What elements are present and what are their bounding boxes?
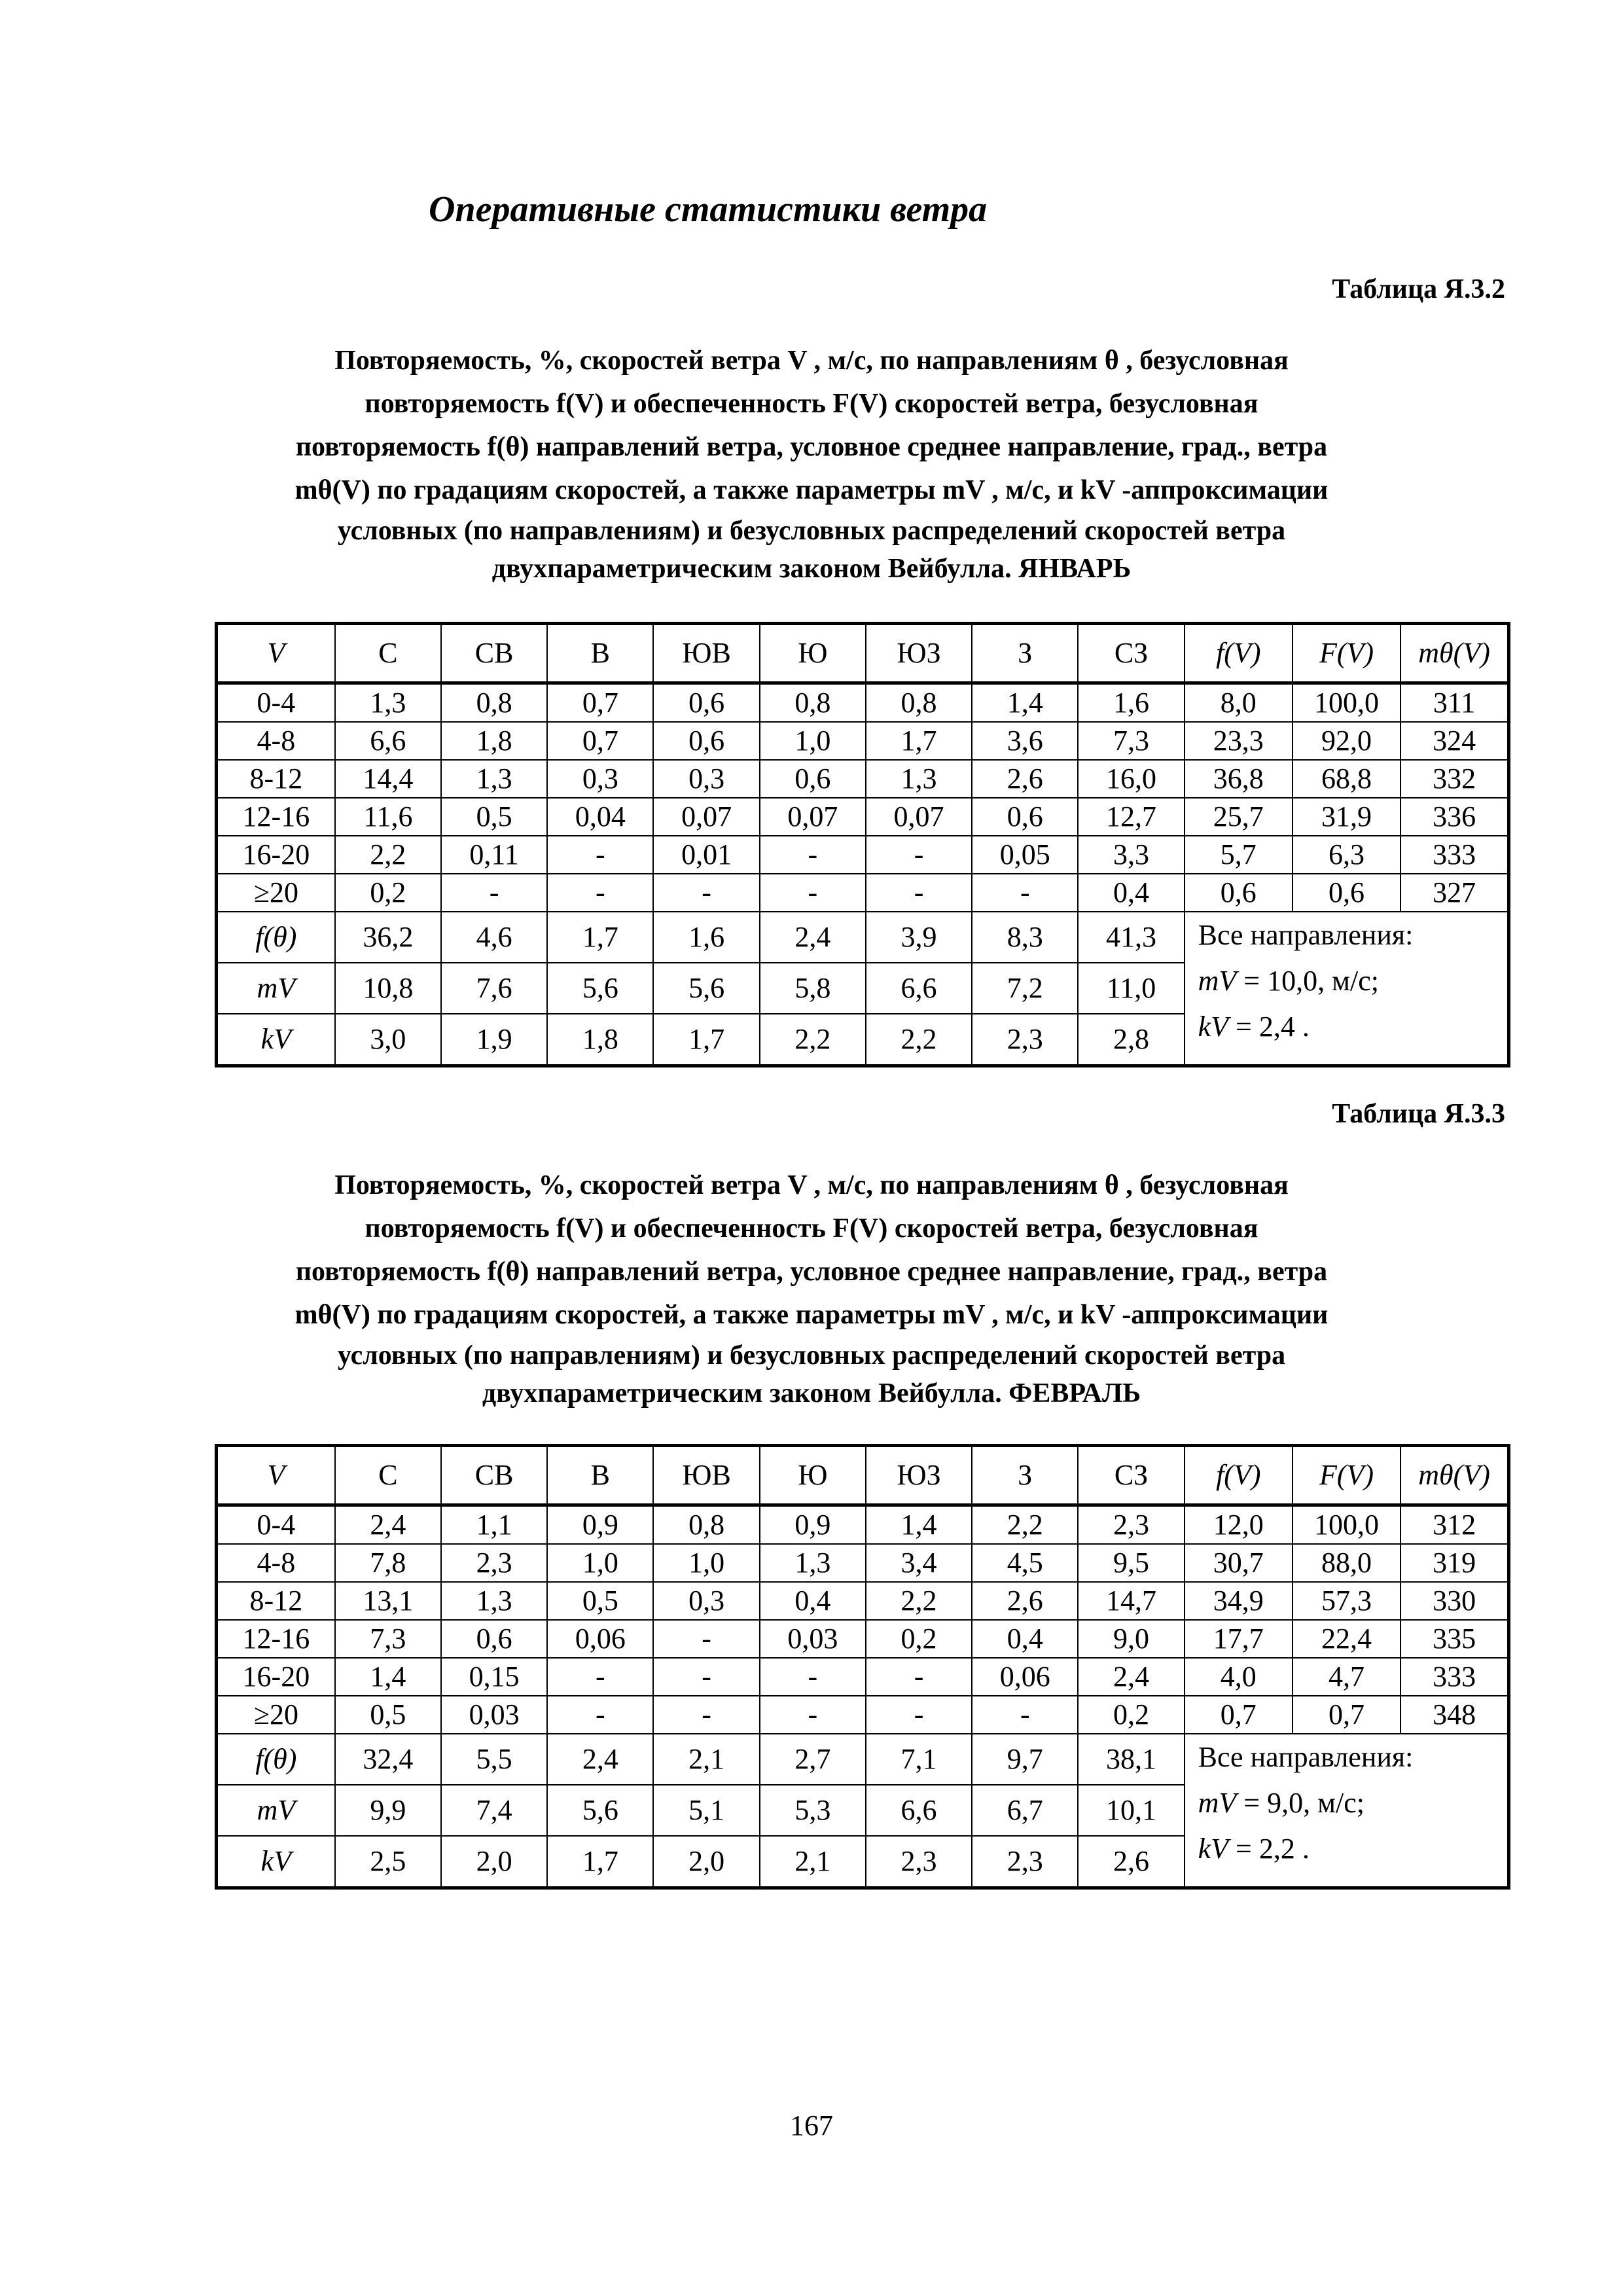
header-direction: ЮВ (653, 624, 759, 683)
table-cell: - (866, 1658, 972, 1696)
table-row (217, 836, 1509, 874)
table-caption-1 (196, 339, 1427, 588)
table-cell: 2,6 (1078, 1836, 1184, 1888)
table-cell: 1,3 (441, 1582, 547, 1620)
table-cell: 41,3 (1078, 912, 1184, 963)
table-cell: 2,0 (441, 1836, 547, 1888)
table-cell: 0,01 (653, 836, 759, 874)
table-cell: 6,6 (866, 1785, 972, 1836)
table-cell: 0,3 (653, 1582, 759, 1620)
table-cell: - (972, 874, 1078, 912)
table-cell: 10,1 (1078, 1785, 1184, 1836)
table-cell: 3,3 (1078, 836, 1184, 874)
table-cell: - (547, 1696, 653, 1734)
m-theta-cell: 324 (1400, 722, 1508, 760)
table-cell: 38,1 (1078, 1734, 1184, 1785)
speed-gradation: 0-4 (217, 683, 335, 723)
table-cell: 2,4 (1078, 1658, 1184, 1696)
header-speed: V (217, 624, 335, 683)
table-row (217, 1505, 1509, 1545)
header-fv: f(V) (1185, 624, 1293, 683)
table-cell: 0,9 (760, 1505, 866, 1545)
param-label: mV (217, 1785, 335, 1836)
table-cell: 2,7 (760, 1734, 866, 1785)
table-cell: 0,2 (1078, 1696, 1184, 1734)
table-caption-2 (196, 1164, 1427, 1412)
overall-m-v-unit: , м/с; (1317, 965, 1379, 997)
table-cell: 0,8 (653, 1505, 759, 1545)
table-row (217, 1620, 1509, 1658)
m-theta-cell: 333 (1400, 1658, 1508, 1696)
table-label-1: Таблица Я.3.2 (1332, 274, 1505, 304)
section-title: Оперативные статистики ветра (429, 189, 988, 230)
caption-line: условных (по направлениям) и безусловных распределений скоростей ветра (337, 516, 1286, 546)
table-cell: 14,4 (335, 760, 441, 798)
table-cell: 2,3 (866, 1836, 972, 1888)
equals-sign: = (1236, 965, 1268, 997)
table-cell: 0,4 (972, 1620, 1078, 1658)
table-cell: 7,4 (441, 1785, 547, 1836)
header-direction: С (335, 624, 441, 683)
param-label: f(θ) (217, 912, 335, 963)
m-theta-cell: 332 (1400, 760, 1508, 798)
table-cell: 0,8 (441, 683, 547, 723)
table-cell: 2,3 (1078, 1505, 1184, 1545)
table-cell: 1,6 (653, 912, 759, 963)
table-cell: 1,3 (760, 1544, 866, 1582)
speed-gradation: 8-12 (217, 760, 335, 798)
table-cell: 9,5 (1078, 1544, 1184, 1582)
table-cell: 1,7 (547, 912, 653, 963)
table-cell: 1,8 (441, 722, 547, 760)
caption-line: mθ(V) по градациям скоростей, а также параметры mV , м/с, и kV -аппроксимации (294, 475, 1329, 505)
table-cell: 9,0 (1078, 1620, 1184, 1658)
header-direction: З (972, 1446, 1078, 1505)
overall-m-v-label: mV (1198, 1787, 1237, 1819)
header-speed: V (217, 1446, 335, 1505)
table-cell: 1,1 (441, 1505, 547, 1545)
table-cell: 7,8 (335, 1544, 441, 1582)
overall-m-v-label: mV (1198, 965, 1237, 997)
Fv-cell: 100,0 (1293, 683, 1400, 723)
Fv-cell: 0,6 (1293, 874, 1400, 912)
caption-line: повторяемость f(θ) направлений ветра, условное среднее направление, град., ветра (295, 432, 1328, 462)
table-cell: 1,6 (1078, 683, 1184, 723)
speed-gradation: 16-20 (217, 836, 335, 874)
table-cell: 2,4 (335, 1505, 441, 1545)
table-cell: 2,4 (547, 1734, 653, 1785)
caption-line: двухпараметрическим законом Вейбулла. ФЕВРАЛЬ (482, 1378, 1141, 1408)
table-cell: 0,8 (866, 683, 972, 723)
table-cell: 2,3 (441, 1544, 547, 1582)
table-cell: 2,1 (653, 1734, 759, 1785)
speed-gradation: 8-12 (217, 1582, 335, 1620)
fv-cell: 30,7 (1185, 1544, 1293, 1582)
speed-gradation: 0-4 (217, 1505, 335, 1545)
Fv-cell: 92,0 (1293, 722, 1400, 760)
table-cell: - (972, 1696, 1078, 1734)
overall-k-v-end: . (1302, 1833, 1310, 1865)
table-cell: 1,0 (760, 722, 866, 760)
header-direction: СВ (441, 1446, 547, 1505)
table-cell: 0,6 (972, 798, 1078, 836)
fv-cell: 25,7 (1185, 798, 1293, 836)
table-cell: - (547, 836, 653, 874)
caption-line: повторяемость f(V) и обеспеченность F(V) скоростей ветра, безусловная (365, 389, 1258, 419)
table-cell: - (653, 1620, 759, 1658)
table-cell: 2,2 (972, 1505, 1078, 1545)
overall-k-v-end: . (1302, 1011, 1310, 1043)
table-cell: 2,2 (760, 1014, 866, 1066)
table-header-row (217, 624, 1509, 683)
overall-k-v-value: 2,2 (1258, 1833, 1295, 1865)
table-cell: 3,0 (335, 1014, 441, 1066)
overall-m-v-value: 10,0 (1267, 965, 1318, 997)
table-cell: 0,6 (760, 760, 866, 798)
table-cell: 0,07 (866, 798, 972, 836)
table-cell: 5,5 (441, 1734, 547, 1785)
overall-k-v-label: kV (1198, 1833, 1229, 1865)
table-cell: 7,6 (441, 963, 547, 1014)
table-cell: - (760, 874, 866, 912)
table-row (217, 1696, 1509, 1734)
table-cell: 0,07 (653, 798, 759, 836)
param-label: mV (217, 963, 335, 1014)
table-cell: 1,3 (335, 683, 441, 723)
fv-cell: 23,3 (1185, 722, 1293, 760)
table-cell: 0,5 (547, 1582, 653, 1620)
speed-gradation: 4-8 (217, 1544, 335, 1582)
table-cell: 1,0 (547, 1544, 653, 1582)
table-cell: 2,6 (972, 1582, 1078, 1620)
header-Fv: F(V) (1293, 1446, 1400, 1505)
page-number: 167 (790, 2109, 833, 2142)
table-cell: 8,3 (972, 912, 1078, 963)
table-cell: 6,6 (335, 722, 441, 760)
table-cell: 1,4 (972, 683, 1078, 723)
table-cell: - (547, 1658, 653, 1696)
fv-cell: 5,7 (1185, 836, 1293, 874)
header-direction: В (547, 624, 653, 683)
wind-table-january (215, 622, 1510, 1067)
f-theta-row (217, 912, 1509, 963)
equals-sign: = (1236, 1787, 1268, 1819)
table-cell: 7,2 (972, 963, 1078, 1014)
overall-m-v-unit: , м/с; (1303, 1787, 1364, 1819)
table-cell: 0,06 (547, 1620, 653, 1658)
overall-m-v (1198, 1780, 1507, 1826)
table-row (217, 1544, 1509, 1582)
all-directions-note (1185, 1734, 1509, 1888)
equals-sign: = (1228, 1833, 1259, 1865)
fv-cell: 0,7 (1185, 1696, 1293, 1734)
speed-gradation: ≥20 (217, 874, 335, 912)
table-row (217, 683, 1509, 723)
header-direction: Ю (760, 1446, 866, 1505)
table-header-row (217, 1446, 1509, 1505)
header-direction: С (335, 1446, 441, 1505)
m-theta-cell: 336 (1400, 798, 1508, 836)
Fv-cell: 0,7 (1293, 1696, 1400, 1734)
caption-line: двухпараметрическим законом Вейбулла. ЯНВАРЬ (491, 554, 1132, 584)
fv-cell: 0,6 (1185, 874, 1293, 912)
table-cell: 12,7 (1078, 798, 1184, 836)
param-label: kV (217, 1836, 335, 1888)
table-cell: 5,6 (653, 963, 759, 1014)
table-row (217, 760, 1509, 798)
m-theta-cell: 333 (1400, 836, 1508, 874)
table-row (217, 722, 1509, 760)
table-cell: 7,1 (866, 1734, 972, 1785)
overall-m-v (1198, 958, 1507, 1004)
speed-gradation: 16-20 (217, 1658, 335, 1696)
header-fv: f(V) (1185, 1446, 1293, 1505)
table-cell: 2,1 (760, 1836, 866, 1888)
table-cell: - (866, 1696, 972, 1734)
table-cell: 36,2 (335, 912, 441, 963)
header-direction: З (972, 624, 1078, 683)
table-cell: 10,8 (335, 963, 441, 1014)
table-cell: 2,3 (972, 1836, 1078, 1888)
table-cell: 1,4 (866, 1505, 972, 1545)
table-cell: - (653, 874, 759, 912)
Fv-cell: 88,0 (1293, 1544, 1400, 1582)
overall-k-v (1198, 1004, 1507, 1050)
overall-m-v-value: 9,0 (1267, 1787, 1304, 1819)
m-theta-cell: 348 (1400, 1696, 1508, 1734)
overall-k-v-value: 2,4 (1258, 1011, 1295, 1043)
Fv-cell: 68,8 (1293, 760, 1400, 798)
table-cell: 5,6 (547, 963, 653, 1014)
table-cell: 7,3 (1078, 722, 1184, 760)
table-cell: 2,2 (866, 1014, 972, 1066)
table-cell: 1,9 (441, 1014, 547, 1066)
table-cell: 0,15 (441, 1658, 547, 1696)
table-cell: 1,4 (335, 1658, 441, 1696)
fv-cell: 12,0 (1185, 1505, 1293, 1545)
fv-cell: 36,8 (1185, 760, 1293, 798)
m-theta-cell: 327 (1400, 874, 1508, 912)
Fv-cell: 57,3 (1293, 1582, 1400, 1620)
table-cell: 0,6 (441, 1620, 547, 1658)
table-cell: - (760, 1696, 866, 1734)
caption-line: условных (по направлениям) и безусловных распределений скоростей ветра (337, 1340, 1286, 1371)
table-cell: 0,07 (760, 798, 866, 836)
table-cell: 14,7 (1078, 1582, 1184, 1620)
table-cell: 4,6 (441, 912, 547, 963)
table-cell: - (653, 1696, 759, 1734)
overall-k-v (1198, 1826, 1507, 1872)
param-label: f(θ) (217, 1734, 335, 1785)
table-cell: 3,4 (866, 1544, 972, 1582)
table-cell: 5,3 (760, 1785, 866, 1836)
table-cell: 7,3 (335, 1620, 441, 1658)
Fv-cell: 4,7 (1293, 1658, 1400, 1696)
header-direction: Ю (760, 624, 866, 683)
table-cell: 1,3 (866, 760, 972, 798)
header-direction: В (547, 1446, 653, 1505)
caption-line: mθ(V) по градациям скоростей, а также параметры mV , м/с, и kV -аппроксимации (294, 1300, 1329, 1330)
table-cell: 0,2 (335, 874, 441, 912)
table-cell: 5,8 (760, 963, 866, 1014)
table-label-2: Таблица Я.3.3 (1332, 1099, 1505, 1129)
table-cell: - (866, 874, 972, 912)
table-cell: 0,3 (653, 760, 759, 798)
table-cell: 9,7 (972, 1734, 1078, 1785)
header-Fv: F(V) (1293, 624, 1400, 683)
header-m-theta: mθ(V) (1400, 624, 1508, 683)
table-cell: 0,3 (547, 760, 653, 798)
table-cell: 9,9 (335, 1785, 441, 1836)
caption-line: Повторяемость, %, скоростей ветра V , м/с, по направлениям θ , безусловная (334, 1170, 1289, 1200)
header-direction: ЮЗ (866, 624, 972, 683)
table-row (217, 1582, 1509, 1620)
table-row (217, 798, 1509, 836)
table-row (217, 874, 1509, 912)
Fv-cell: 100,0 (1293, 1505, 1400, 1545)
fv-cell: 4,0 (1185, 1658, 1293, 1696)
table-cell: 2,6 (972, 760, 1078, 798)
table-cell: 1,3 (441, 760, 547, 798)
table-cell: 0,7 (547, 683, 653, 723)
fv-cell: 34,9 (1185, 1582, 1293, 1620)
header-m-theta: mθ(V) (1400, 1446, 1508, 1505)
table-cell: 32,4 (335, 1734, 441, 1785)
table-cell: 3,9 (866, 912, 972, 963)
table-cell: 13,1 (335, 1582, 441, 1620)
table-cell: 16,0 (1078, 760, 1184, 798)
table-cell: - (441, 874, 547, 912)
table-cell: 11,0 (1078, 963, 1184, 1014)
f-theta-row (217, 1734, 1509, 1785)
all-directions-note (1185, 912, 1509, 1066)
table-cell: 4,5 (972, 1544, 1078, 1582)
fv-cell: 8,0 (1185, 683, 1293, 723)
table-cell: 0,05 (972, 836, 1078, 874)
caption-line: повторяемость f(θ) направлений ветра, условное среднее направление, град., ветра (295, 1257, 1328, 1287)
table-cell: - (866, 836, 972, 874)
table-cell: 2,8 (1078, 1014, 1184, 1066)
table-cell: 0,7 (547, 722, 653, 760)
table-cell: 1,7 (547, 1836, 653, 1888)
fv-cell: 17,7 (1185, 1620, 1293, 1658)
table-cell: 2,2 (335, 836, 441, 874)
table-cell: 6,7 (972, 1785, 1078, 1836)
m-theta-cell: 312 (1400, 1505, 1508, 1545)
table-cell: 0,5 (335, 1696, 441, 1734)
table-cell: 1,7 (866, 722, 972, 760)
table-cell: 0,04 (547, 798, 653, 836)
table-cell: 0,6 (653, 722, 759, 760)
overall-k-v-label: kV (1198, 1011, 1229, 1043)
caption-line: Повторяемость, %, скоростей ветра V , м/с, по направлениям θ , безусловная (334, 346, 1289, 376)
m-theta-cell: 311 (1400, 683, 1508, 723)
Fv-cell: 6,3 (1293, 836, 1400, 874)
speed-gradation: ≥20 (217, 1696, 335, 1734)
header-direction: СЗ (1078, 624, 1184, 683)
table-cell: 0,06 (972, 1658, 1078, 1696)
m-theta-cell: 335 (1400, 1620, 1508, 1658)
table-cell: 6,6 (866, 963, 972, 1014)
table-cell: 0,6 (653, 683, 759, 723)
table-cell: 1,7 (653, 1014, 759, 1066)
table-cell: - (653, 1658, 759, 1696)
table-cell: 2,5 (335, 1836, 441, 1888)
table-cell: 1,8 (547, 1014, 653, 1066)
caption-line: повторяемость f(V) и обеспеченность F(V) скоростей ветра, безусловная (365, 1213, 1258, 1244)
table-cell: 0,4 (1078, 874, 1184, 912)
table-cell: 0,11 (441, 836, 547, 874)
table-cell: 1,0 (653, 1544, 759, 1582)
table-cell: 0,2 (866, 1620, 972, 1658)
table-cell: - (547, 874, 653, 912)
table-cell: - (760, 1658, 866, 1696)
table-cell: 0,5 (441, 798, 547, 836)
param-label: kV (217, 1014, 335, 1066)
table-cell: 2,2 (866, 1582, 972, 1620)
table-cell: 0,8 (760, 683, 866, 723)
header-direction: ЮВ (653, 1446, 759, 1505)
table-cell: 5,1 (653, 1785, 759, 1836)
table-cell: 0,4 (760, 1582, 866, 1620)
table-cell: 5,6 (547, 1785, 653, 1836)
table-cell: 11,6 (335, 798, 441, 836)
m-theta-cell: 319 (1400, 1544, 1508, 1582)
header-direction: ЮЗ (866, 1446, 972, 1505)
all-directions-label: Все направления: (1198, 1741, 1414, 1773)
header-direction: СЗ (1078, 1446, 1184, 1505)
table-cell: 2,3 (972, 1014, 1078, 1066)
speed-gradation: 12-16 (217, 1620, 335, 1658)
speed-gradation: 12-16 (217, 798, 335, 836)
all-directions-label: Все направления: (1198, 919, 1414, 951)
Fv-cell: 22,4 (1293, 1620, 1400, 1658)
Fv-cell: 31,9 (1293, 798, 1400, 836)
table-cell: 0,03 (760, 1620, 866, 1658)
table-cell: - (760, 836, 866, 874)
speed-gradation: 4-8 (217, 722, 335, 760)
wind-table-february (215, 1444, 1510, 1890)
table-cell: 0,9 (547, 1505, 653, 1545)
table-cell: 0,03 (441, 1696, 547, 1734)
equals-sign: = (1228, 1011, 1259, 1043)
table-row (217, 1658, 1509, 1696)
table-cell: 2,4 (760, 912, 866, 963)
m-theta-cell: 330 (1400, 1582, 1508, 1620)
table-cell: 2,0 (653, 1836, 759, 1888)
header-direction: СВ (441, 624, 547, 683)
table-cell: 3,6 (972, 722, 1078, 760)
